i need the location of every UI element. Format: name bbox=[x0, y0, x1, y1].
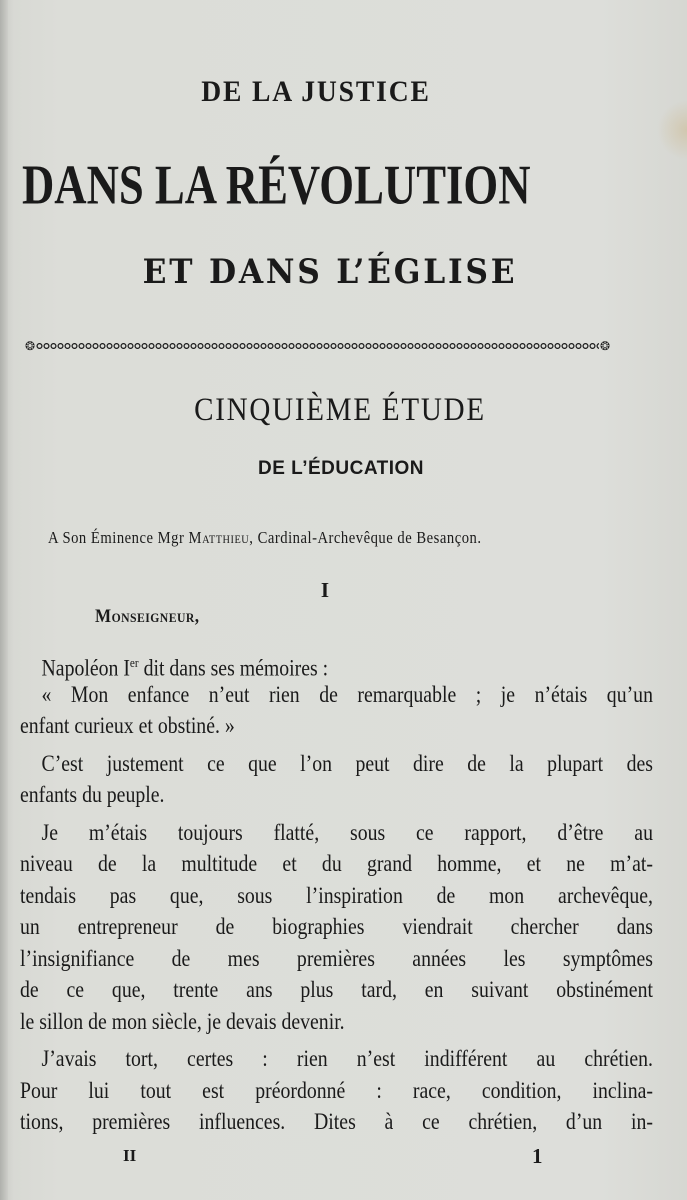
ornament-left-cap-icon: ❂ bbox=[25, 339, 36, 353]
body-line: enfant curieux et obstiné. » bbox=[20, 713, 235, 738]
body-line bbox=[20, 647, 653, 679]
study-title: CINQUIÈME ÉTUDE bbox=[194, 392, 486, 428]
book-title-line-3: ET DANS L’ÉGLISE bbox=[142, 252, 518, 292]
body-line: niveau de la multitude et du grand homme, et ne m’at- bbox=[20, 851, 653, 876]
body-line: le sillon de mon siècle, je devais devenir. bbox=[20, 1008, 345, 1034]
body-line: Pour lui tout est préordonné : race, condition, inclina- bbox=[20, 1077, 653, 1103]
dedication-prefix: A Son Éminence Mgr bbox=[48, 528, 189, 547]
book-title-line-2: DANS LA RÉVOLUTION bbox=[22, 154, 531, 217]
section-numeral: I bbox=[320, 578, 330, 602]
ornament-right-cap-icon: ❂ bbox=[599, 339, 610, 353]
body-line: « Mon enfance n’eut rien de remarquable ; je n’étais qu’un bbox=[41, 681, 653, 707]
book-title-line-1: DE LA JUSTICE bbox=[201, 75, 431, 108]
body-line: enfants du peuple. bbox=[20, 782, 165, 807]
dedication bbox=[48, 528, 530, 548]
paper-stain bbox=[657, 100, 687, 160]
body-line: tions, premières influences. Dites à ce chrétien, d’un in- bbox=[20, 1109, 653, 1134]
body-line-text: dit dans ses mémoires : bbox=[138, 655, 329, 681]
body-line: J’avais tort, certes : rien n’est indifférent au chrétien. bbox=[41, 1046, 653, 1071]
ornamental-divider bbox=[25, 338, 610, 354]
body-line: l’insignifiance de mes premières années les symptômes bbox=[20, 945, 653, 971]
superscript: er bbox=[129, 655, 139, 670]
body-line: C’est justement ce que l’on peut dire de la plupart des bbox=[41, 750, 653, 776]
ornament-chain bbox=[36, 341, 599, 351]
body-line: Je m’étais toujours flatté, sous ce rapport, d’être au bbox=[41, 819, 653, 845]
body-line-text: Napoléon I bbox=[41, 655, 130, 681]
body-line: de ce que, trente ans plus tard, en suivant obstinément bbox=[20, 977, 653, 1002]
page-number: 1 bbox=[532, 1144, 543, 1168]
section-title: DE L’ÉDUCATION bbox=[257, 458, 425, 479]
dedication-name: Matthieu bbox=[188, 528, 250, 547]
salutation: Monseigneur, bbox=[95, 606, 200, 627]
body-line: un entrepreneur de biographies viendrait chercher dans bbox=[20, 914, 653, 939]
signature-mark: II bbox=[123, 1146, 137, 1165]
body-text bbox=[20, 647, 653, 1138]
body-line: tendais pas que, sous l’inspiration de mon archevêque, bbox=[20, 882, 653, 908]
dedication-suffix: , Cardinal-Archevêque de Besançon. bbox=[249, 528, 482, 547]
